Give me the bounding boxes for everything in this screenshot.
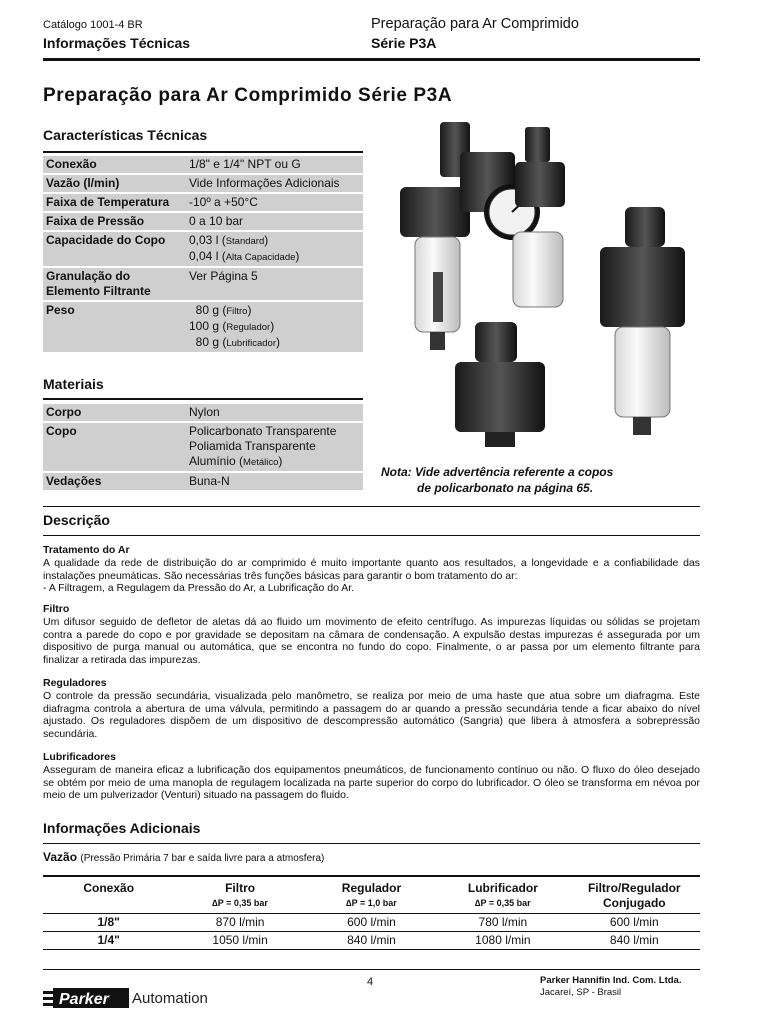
- flow-note: (Pressão Primária 7 bar e saída livre para a atmosfera): [80, 853, 325, 864]
- desc-section-lubricators: [43, 751, 700, 802]
- spec-value: 0 a 10 bar: [186, 212, 363, 231]
- header-right-subtitle: Série P3A: [371, 35, 437, 51]
- flow-row: [43, 932, 700, 950]
- materials-title: Materiais: [43, 376, 104, 392]
- spec-value: 1/8" e 1/4" NPT ou G: [186, 156, 363, 174]
- spec-row: [43, 156, 363, 174]
- flow-cell: 840 l/min: [609, 933, 659, 947]
- spec-value: 0,03 l (Standard) 0,04 l (Alta Capacidade): [186, 231, 363, 267]
- flow-label: Vazão: [43, 850, 78, 864]
- page-number: 4: [367, 976, 374, 988]
- flow-cell: 840 l/min: [347, 933, 396, 947]
- desc-text: A qualidade da rede de distribuição do ar comprimido é muito importante quanto aos resultados, a longevidade e a confiabilidade das instalações pneumáticas. São necessárias três funções básicas para garantir o bom tratamento do ar:: [43, 556, 700, 582]
- page-title: Preparação para Ar Comprimido Série P3A: [43, 85, 453, 106]
- specs-title: Características Técnicas: [43, 127, 208, 143]
- automation-label: Automation: [132, 990, 208, 1007]
- flow-cell: 780 l/min: [478, 915, 528, 929]
- spec-row: [43, 301, 363, 353]
- header-left-title: Informações Técnicas: [43, 35, 191, 51]
- spec-key: Peso: [43, 301, 186, 353]
- flow-cell: 1050 l/min: [212, 933, 268, 947]
- description-title: Descrição: [43, 512, 110, 528]
- spec-row: [43, 193, 363, 212]
- polycarbonate-note: [381, 464, 613, 496]
- description-rule: [43, 535, 700, 536]
- flow-cell: 1080 l/min: [475, 933, 531, 947]
- spec-key: Conexão: [43, 156, 186, 174]
- spec-value: -10º a +50°C: [186, 193, 363, 212]
- desc-section-treatment: [43, 544, 700, 595]
- flow-column-header: Lubrificador ∆P = 0,35 bar: [467, 881, 538, 908]
- company-name: Parker Hannifin Ind. Com. Ltda.: [540, 975, 682, 986]
- desc-section-filter: [43, 603, 700, 667]
- spec-key: Capacidade do Copo: [43, 231, 186, 267]
- spec-row: [43, 231, 363, 267]
- material-key: Vedações: [43, 472, 186, 491]
- flow-column-header: Filtro ∆P = 0,35 bar: [212, 881, 268, 908]
- spec-key: Faixa de Temperatura: [43, 193, 186, 212]
- flow-table: [43, 875, 700, 950]
- material-row: [43, 422, 363, 472]
- material-value: Policarbonato Transparente Poliamida Transparente Alumínio (Metálico): [186, 422, 363, 472]
- material-key: Copo: [43, 422, 186, 472]
- spec-key: Granulação do Elemento Filtrante: [43, 267, 186, 301]
- spec-value: 80 g (Filtro) 100 g (Regulador) 80 g (Lubrificador): [186, 301, 363, 353]
- material-row: [43, 472, 363, 491]
- footer-rule: [43, 969, 700, 970]
- material-value: Buna-N: [186, 472, 363, 491]
- desc-section-regulators: [43, 677, 700, 741]
- materials-rule: [43, 398, 363, 400]
- header-right-title: Preparação para Ar Comprimido: [371, 16, 579, 32]
- header-rule: [43, 58, 700, 61]
- catalog-number: Catálogo 1001-4 BR: [43, 19, 143, 31]
- spec-key: Vazão (l/min): [43, 174, 186, 193]
- flow-cell: 1/8": [97, 915, 120, 929]
- spec-row: [43, 267, 363, 301]
- flow-column-header: Conexão: [83, 881, 135, 895]
- spec-row: [43, 212, 363, 231]
- desc-text: Asseguram de maneira eficaz a lubrificação dos equipamentos pneumáticos, de funcionamento contínuo ou não. O fluxo do óleo desejado se obtém por meio de uma manopla de regulagem localizada na parte superior do corpo do lubrificador. O óleo se transforma em névoa por meio de um pulverizador (Venturi) situado na passagem do fluido.: [43, 763, 700, 802]
- material-row: [43, 404, 363, 422]
- description-top-rule: [43, 506, 700, 507]
- spec-row: [43, 174, 363, 193]
- product-photo: [385, 112, 695, 462]
- desc-text: O controle da pressão secundária, visualizada pelo manômetro, se realiza por meio de uma haste que atua sobre um diafragma. Este diafragma controla a abertura de uma válvula, permitindo a passagem do ar quando a pressão secundária tende a ficar abaixo do nível ajustado. Os reguladores dispõem de um dispositivo de descompressão automático (Sangria) que libera à atmosfera a sobrepressão secundária.: [43, 689, 700, 741]
- flow-column-header: Filtro/Regulador Conjugado: [587, 881, 681, 910]
- specs-rule: [43, 151, 363, 153]
- desc-heading: Tratamento do Ar: [43, 544, 130, 556]
- material-key: Corpo: [43, 404, 186, 422]
- desc-heading: Lubrificadores: [43, 751, 116, 763]
- spec-value: Ver Página 5: [186, 267, 363, 301]
- note-line-1: Nota: Vide advertência referente a copos: [381, 465, 614, 479]
- material-value: Nylon: [186, 404, 363, 422]
- spec-key: Faixa de Pressão: [43, 212, 186, 231]
- flow-row: [43, 914, 700, 932]
- note-line-2: de policarbonato na página 65.: [417, 481, 594, 495]
- flow-cell: 600 l/min: [347, 915, 396, 929]
- flow-cell: 1/4": [97, 933, 120, 947]
- flow-column-header: Regulador ∆P = 1,0 bar: [341, 881, 402, 908]
- flow-cell: 600 l/min: [609, 915, 659, 929]
- desc-heading: Reguladores: [43, 677, 107, 689]
- parker-logo: [43, 988, 129, 1008]
- materials-table: [43, 404, 363, 492]
- additional-title: Informações Adicionais: [43, 820, 201, 836]
- flow-cell: 870 l/min: [215, 915, 265, 929]
- desc-text: Um difusor seguido de defletor de aletas dá ao fluido um movimento de efeito centrífugo. As impurezas líquidas ou sólidas se projetam contra a parede do copo e por gravidade se depositam na câmara de condensação. A expulsão destas impurezas é assegurada por um dispositivo de purga manual ou automática, que se encontra no fundo do copo. Finalmente, o ar passa por um elemento filtrante para finalizar a retirada das impurezas.: [43, 615, 700, 667]
- specs-table: [43, 156, 363, 354]
- desc-extra: - A Filtragem, a Regulagem da Pressão do Ar, a Lubrificação do Ar.: [43, 582, 355, 595]
- desc-heading: Filtro: [43, 603, 70, 615]
- additional-rule: [43, 843, 700, 844]
- spec-value: Vide Informações Adicionais: [186, 174, 363, 193]
- flow-caption: [43, 850, 324, 864]
- svg-text:Parker: Parker: [59, 991, 109, 1008]
- company-city: Jacareí, SP - Brasil: [540, 987, 622, 998]
